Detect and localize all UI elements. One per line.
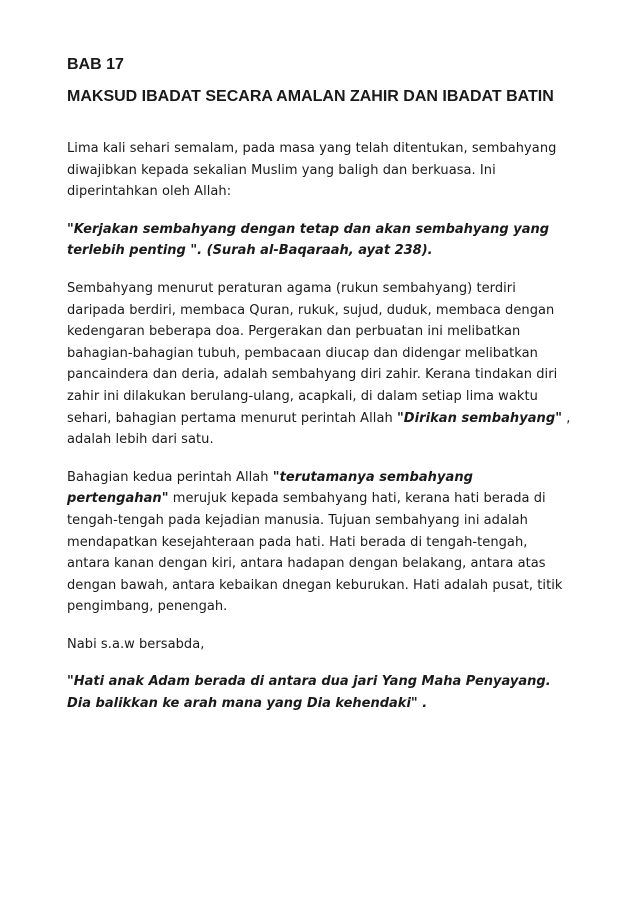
paragraph-sembahyang-hati [67,467,572,618]
document-page [67,55,572,731]
paragraph-nabi-bersabda: Nabi s.a.w bersabda, [67,636,205,652]
paragraph-text-lead: Bahagian kedua perintah Allah [67,469,273,485]
paragraph-intro: Lima kali sehari semalam, pada masa yang telah ditentukan, sembahyang diwajibkan kepada sekalian Muslim yang baligh dan berkuasa. Ini diperintahkan oleh Allah: [67,141,557,200]
quote-surah-baqarah: "Kerjakan sembahyang dengan tetap dan akan sembahyang yang terlebih penting ". (Surah al-Baqaraah, ayat 238). [67,221,550,259]
paragraph-text: Sembahyang menurut peraturan agama (rukun sembahyang) terdiri daripada berdiri, membaca Quran, rukuk, sujud, duduk, membaca dengan kedengaran beberapa doa. Pergerakan dan perbuatan ini melibatkan bahagian-bahagian tubuh, pembacaan diucap dan didengar melibatkan pancaindera dan deria, adalah sembahyang diri zahir. Kerana tindakan diri zahir ini dilakukan berulang-ulang, acapkali, di dalam setiap lima waktu sehari, bahagian pertama menurut perintah Allah [67,280,558,426]
emphasis-dirikan-sembahyang: "Dirikan sembahyang" [396,410,563,426]
quote-hadith: "Hati anak Adam berada di antara dua jari Yang Maha Penyayang. Dia balikkan ke arah mana yang Dia kehendaki" . [67,674,551,712]
emphasis-sembahyang-pertengahan: "terutamanya sembahyang pertengahan" [67,469,473,507]
chapter-heading: BAB 17 [67,56,124,73]
paragraph-text-tail: merujuk kepada sembahyang hati, kerana hati berada di tengah-tengah pada kejadian manusia. Tujuan sembahyang ini adalah mendapatkan kesejahteraan pada hati. Hati berada di tengah-tengah, antara kanan dengan kiri, antara hadapan dengan belakang, antara atas dengan bawah, antara kebaikan dnegan keburukan. Hati adalah pusat, titik pengimbang, penengah. [67,491,563,615]
paragraph-text-tail: , adalah lebih dari satu. [67,410,571,448]
paragraph-sembahyang-zahir [67,278,572,451]
chapter-title: MAKSUD IBADAT SECARA AMALAN ZAHIR DAN IBADAT BATIN [67,88,554,105]
